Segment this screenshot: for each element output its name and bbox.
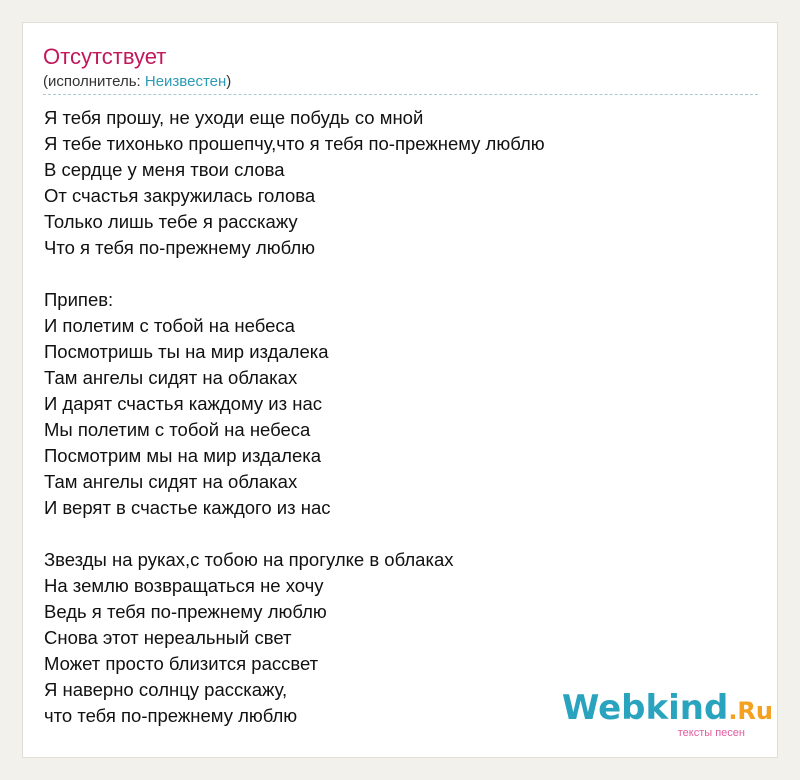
artist-line xyxy=(43,73,231,91)
artist-link[interactable]: Неизвестен xyxy=(144,73,227,90)
lyric-line: И дарят счастья каждому из нас xyxy=(44,393,322,414)
artist-prefix: (исполнитель: xyxy=(43,73,145,90)
lyrics-card xyxy=(22,22,778,758)
lyric-line: И полетим с тобой на небеса xyxy=(44,315,295,336)
webkind-logo[interactable] xyxy=(561,688,773,739)
lyric-line: Может просто близится рассвет xyxy=(44,653,319,674)
lyrics-body xyxy=(44,105,545,729)
stanza-gap xyxy=(44,261,545,287)
lyric-line: Снова этот нереальный свет xyxy=(44,627,292,648)
logo-tld: .Ru xyxy=(728,697,773,725)
lyric-line: Звезды на руках,с тобою на прогулке в облаках xyxy=(44,549,454,570)
lyric-line: Ведь я тебя по-прежнему люблю xyxy=(44,601,327,622)
title-divider xyxy=(43,94,758,95)
song-title: Отсутствует xyxy=(43,44,167,69)
lyric-line: Только лишь тебе я расскажу xyxy=(44,211,298,232)
lyric-line: Там ангелы сидят на облаках xyxy=(44,367,298,388)
lyric-line: От счастья закружилась голова xyxy=(44,185,316,206)
lyric-line: что тебя по-прежнему люблю xyxy=(44,705,298,726)
lyric-line: На землю возвращаться не хочу xyxy=(44,575,324,596)
lyric-line: Мы полетим с тобой на небеса xyxy=(44,419,311,440)
stanza-gap xyxy=(44,521,545,547)
lyric-line: Я тебе тихонько прошепчу,что я тебя по-прежнему люблю xyxy=(44,133,545,154)
logo-tagline: тексты песен xyxy=(677,727,745,739)
logo-wordmark xyxy=(562,688,773,731)
logo-word: Webkind xyxy=(561,688,729,728)
lyric-line: Я тебя прошу, не уходи еще побудь со мной xyxy=(44,107,424,128)
lyric-line: Посмотрим мы на мир издалека xyxy=(44,445,322,466)
chorus-label: Припев: xyxy=(44,289,114,310)
lyric-line: В сердце у меня твои слова xyxy=(44,159,285,180)
lyric-line: Что я тебя по-прежнему люблю xyxy=(44,237,316,258)
lyric-line: Посмотришь ты на мир издалека xyxy=(44,341,329,362)
lyric-line: Я наверно солнцу расскажу, xyxy=(44,679,288,700)
lyric-line: И верят в счастье каждого из нас xyxy=(44,497,331,518)
artist-suffix: ) xyxy=(226,73,232,90)
lyric-line: Там ангелы сидят на облаках xyxy=(44,471,298,492)
